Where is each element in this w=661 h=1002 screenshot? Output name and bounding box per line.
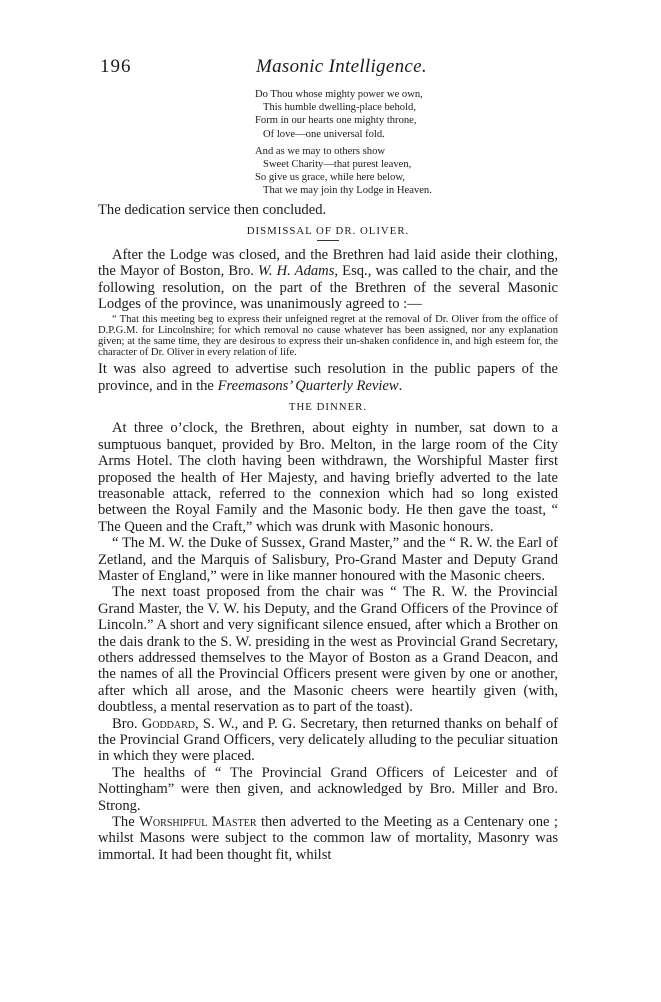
hymn-stanza: [255, 88, 558, 141]
advertise-paragraph: [98, 361, 558, 394]
section-heading-dinner: THE DINNER.: [288, 401, 368, 414]
toast-paragraph: The next toast proposed from the chair was “ The R. W. the Provincial Grand Master, the V. W. his Deputy, and the Grand Officers of the Province of Lincoln.” A short and very significant silence ensued, after which a Brother on the dais drank to the S. W. presiding in the west as Provincial Grand Secretary, others addressed themselves to the Mayor of Boston as a Grand Deacon, and the names of all the Provincial Officers present were given by one or another, after which all arose, and the Masonic cheers were heartily given (with, doubtless, a mental reservation as to part of the toast).: [98, 584, 558, 716]
goddard-paragraph: [98, 716, 558, 765]
resolution-quote: “ That this meeting beg to express their unfeigned regret at the removal of Dr. Oliver from the office of D.P.G.M. for Lincolnshire; for which removal no cause whatever has been assigned, nor any explanation given; at the same time, they are desirous to express their un-shaken confidence in, and high esteem for, the character of Dr. Oliver in every relation of life.: [98, 313, 558, 359]
text-run: The: [112, 814, 140, 831]
hymn-line: Form in our hearts one mighty throne,: [255, 115, 417, 127]
hymn-line: That we may join thy Lodge in Heaven.: [263, 185, 432, 197]
running-title: Masonic Intelligence.: [256, 56, 427, 77]
hymn-line: So give us grace, while here below,: [255, 172, 405, 184]
heading-rule: [317, 240, 339, 241]
hymn-line: And as we may to others show: [255, 145, 386, 157]
text-run: Bro.: [112, 715, 142, 732]
text-run-italic: W. H. Adams: [258, 263, 335, 280]
text-run: It was also agreed to advertise such resolution in the public papers of the province, and in the: [98, 361, 558, 394]
page-number: 196: [100, 56, 132, 77]
hymn-line: Sweet Charity—that purest leaven,: [263, 159, 412, 171]
text-run: .: [398, 377, 403, 394]
hymn-line: Of love—one universal fold.: [263, 128, 385, 140]
text-run-italic: Freemasons’ Quarterly Review: [217, 377, 399, 394]
dismissal-paragraph: [98, 247, 558, 313]
text-run: , S. W., and P. G. Secretary, then returned thanks on behalf of the Provincial Grand Officers, very delicately alluding to the peculiar situation in which they were placed.: [98, 715, 558, 765]
dinner-paragraph: At three o’clock, the Brethren, about eighty in number, sat down to a sumptuous banquet, provided by Bro. Melton, in the large room of the City Arms Hotel. The cloth having been withdrawn, the Worshipful Master first proposed the health of Her Majesty, and having briefly adverted to the late treasonable attack, referred to the connexion which had so long existed between the Royal Family and the Masonic body. He then gave the toast, “ The Queen and the Craft,” which was drunk with Masonic honours.: [98, 420, 558, 535]
section-heading-dismissal: DISMISSAL OF DR. OLIVER.: [246, 225, 410, 238]
dedication-concluded: The dedication service then concluded.: [98, 201, 327, 218]
healths-paragraph: The healths of “ The Provincial Grand Officers of Leicester and of Nottingham” were then given, and acknowledged by Bro. Miller and Bro. Strong.: [98, 764, 558, 814]
text-run: then adverted to the Meeting as a Centenary one ; whilst Masons were subject to the common law of mortality, Masonry was immortal. It had been thought fit, whilst: [98, 814, 558, 863]
text-run-smallcaps: Worshipful Master: [139, 814, 257, 831]
worshipful-paragraph: [98, 814, 558, 863]
toast-paragraph: “ The M. W. the Duke of Sussex, Grand Master,” and the “ R. W. the Earl of Zetland, and the Marquis of Salisbury, Pro-Grand Master and Deputy Grand Master of England,” were in like manner honoured with the Masonic cheers.: [98, 535, 558, 584]
hymn-line: This humble dwelling-place behold,: [263, 102, 416, 114]
hymn-stanza: [255, 145, 558, 198]
hymn-line: Do Thou whose mighty power we own,: [255, 89, 423, 100]
text-run: , Esq., was called to the chair, and the following resolution, on the part of the Brethren of the several Masonic Lodges of the province, was unanimously agreed to :—: [98, 263, 559, 313]
text-run: After the Lodge was closed, and the Brethren had laid aside their clothing, the Mayor of Boston, Bro.: [98, 247, 558, 280]
hymn: [255, 88, 558, 198]
running-head: [98, 56, 558, 84]
page: [98, 56, 558, 863]
text-run-smallcaps: Goddard: [141, 715, 196, 732]
